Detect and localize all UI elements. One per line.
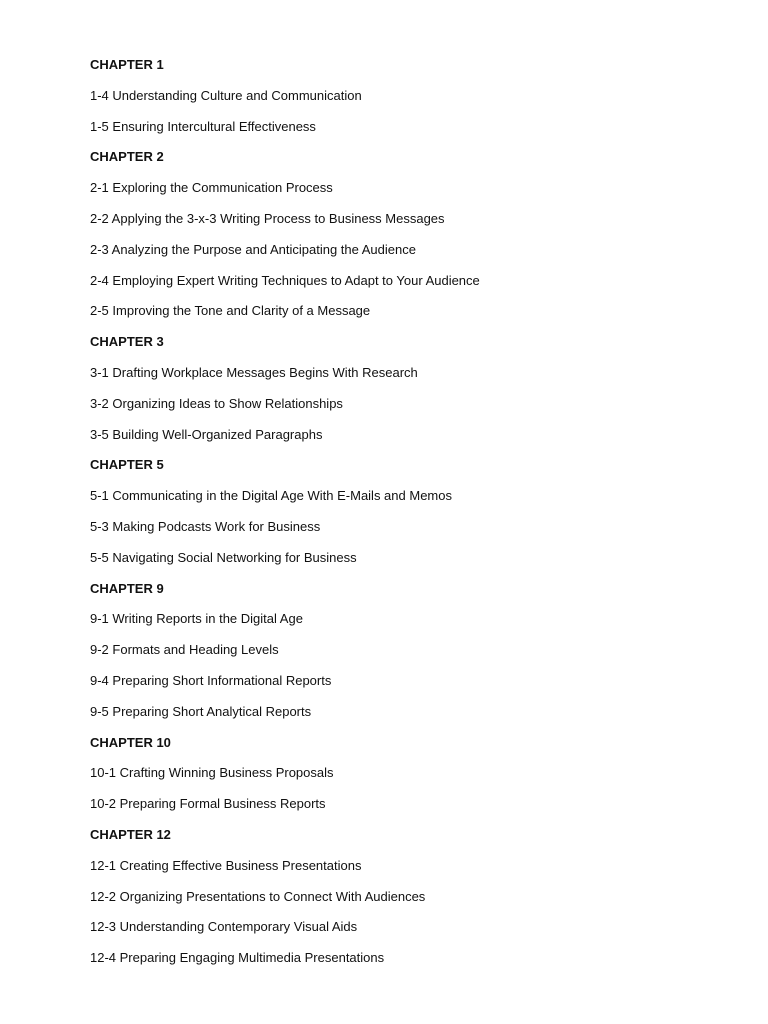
topic-item: 2-3 Analyzing the Purpose and Anticipating the Audience xyxy=(90,241,416,257)
topic-item: 1-4 Understanding Culture and Communication xyxy=(90,87,362,103)
chapter-heading: CHAPTER 12 xyxy=(90,826,171,842)
topic-item: 12-2 Organizing Presentations to Connect With Audiences xyxy=(90,888,426,904)
topic-item: 2-1 Exploring the Communication Process xyxy=(90,180,333,196)
chapter-section xyxy=(90,825,730,979)
chapter-section xyxy=(90,332,730,455)
topic-item: 5-3 Making Podcasts Work for Business xyxy=(90,518,321,534)
topic-item: 2-2 Applying the 3-x-3 Writing Process to Business Messages xyxy=(90,210,445,226)
topic-item: 3-1 Drafting Workplace Messages Begins With Research xyxy=(90,364,418,380)
chapter-heading: CHAPTER 2 xyxy=(90,149,164,165)
topic-item: 5-1 Communicating in the Digital Age With E-Mails and Memos xyxy=(90,488,452,504)
topic-item: 12-1 Creating Effective Business Presentations xyxy=(90,857,362,873)
chapter-heading: CHAPTER 10 xyxy=(90,734,171,750)
chapter-section xyxy=(90,579,730,733)
topic-item: 9-2 Formats and Heading Levels xyxy=(90,642,279,658)
topic-item: 12-4 Preparing Engaging Multimedia Presentations xyxy=(90,950,385,966)
chapter-section xyxy=(90,55,730,147)
chapter-heading: CHAPTER 1 xyxy=(90,57,164,72)
topic-item: 3-2 Organizing Ideas to Show Relationships xyxy=(90,395,343,411)
topic-item: 2-4 Employing Expert Writing Techniques to Adapt to Your Audience xyxy=(90,272,480,288)
chapter-section xyxy=(90,455,730,578)
topic-item: 10-1 Crafting Winning Business Proposals xyxy=(90,765,334,781)
chapter-section xyxy=(90,733,730,825)
chapter-heading: CHAPTER 9 xyxy=(90,580,164,596)
chapter-heading: CHAPTER 3 xyxy=(90,334,164,350)
topic-item: 9-1 Writing Reports in the Digital Age xyxy=(90,611,303,627)
topic-item: 5-5 Navigating Social Networking for Business xyxy=(90,549,357,565)
chapter-section xyxy=(90,147,730,332)
document-body xyxy=(90,55,730,979)
topic-item: 9-5 Preparing Short Analytical Reports xyxy=(90,703,312,719)
topic-item: 12-3 Understanding Contemporary Visual Aids xyxy=(90,919,358,935)
topic-item: 9-4 Preparing Short Informational Reports xyxy=(90,672,332,688)
chapter-heading: CHAPTER 5 xyxy=(90,457,164,473)
topic-item: 2-5 Improving the Tone and Clarity of a Message xyxy=(90,303,371,319)
topic-item: 3-5 Building Well-Organized Paragraphs xyxy=(90,426,323,442)
topic-item: 1-5 Ensuring Intercultural Effectiveness xyxy=(90,118,316,134)
topic-item: 10-2 Preparing Formal Business Reports xyxy=(90,796,326,812)
